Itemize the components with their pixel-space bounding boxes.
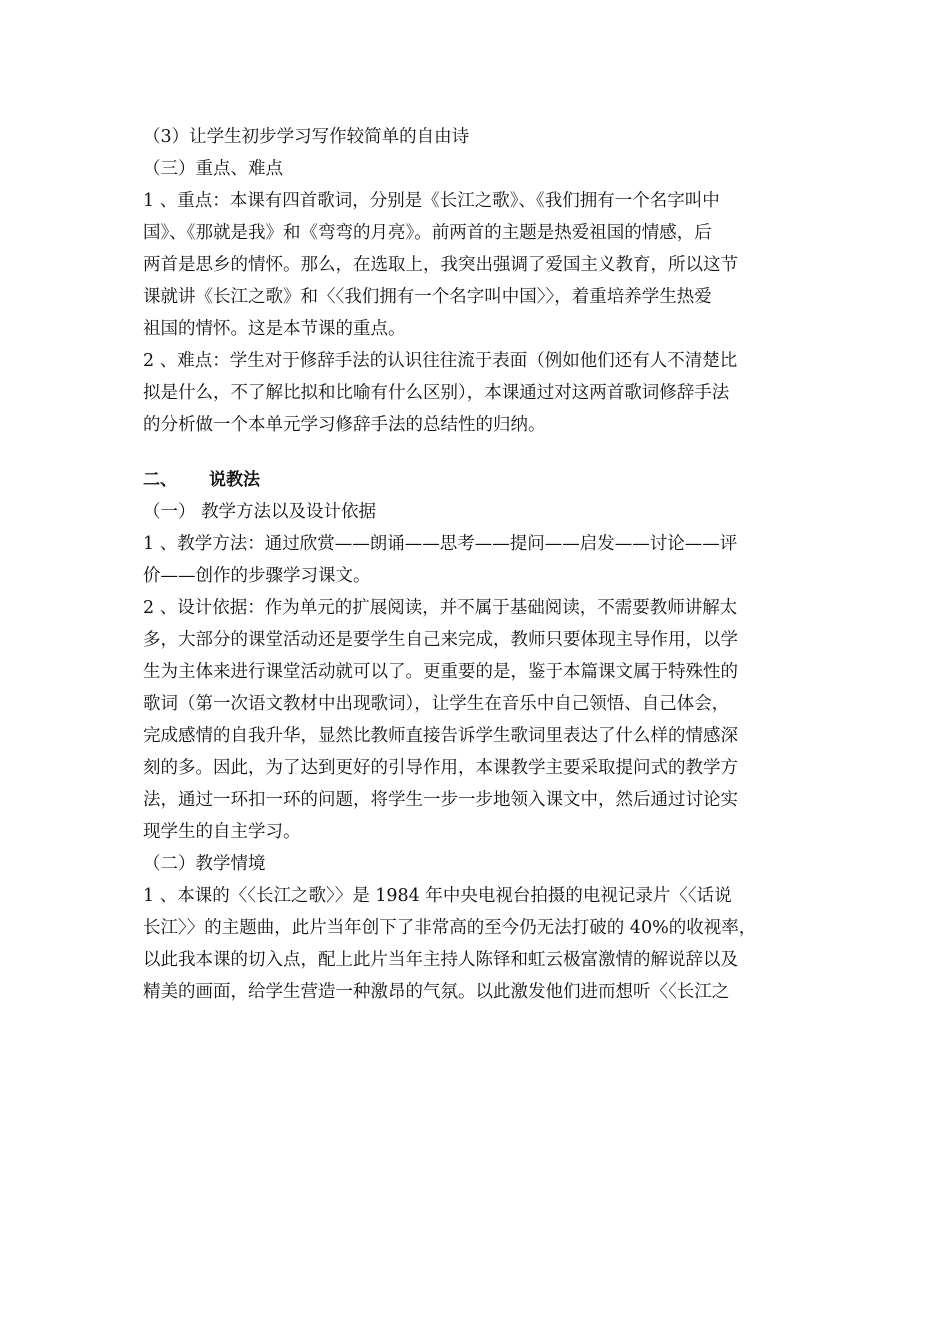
text-line: 价——创作的步骤学习课文。 [143,566,371,586]
text-line: 两首是思乡的情怀。那么，在选取上，我突出强调了爱国主义教育，所以这节 [143,255,738,275]
text-line: 1 、重点：本课有四首歌词，分别是《长江之歌》、《我们拥有一个名字叫中 [143,191,720,211]
text-line: 现学生的自主学习。 [143,822,301,842]
objective-item-3: （3）让学生初步学习写作较简单的自由诗 [143,127,470,147]
text-line: 精美的画面，给学生营造一种激昂的气氛。以此激发他们进而想听〈〈长江之 [143,982,730,1002]
section-heading-teaching-method [143,464,813,496]
text-line: 祖国的情怀。这是本节课的重点。 [143,319,406,339]
text-line: 法，通过一环扣一环的问题，将学生一步一步地领入课文中，然后通过讨论实 [143,790,738,810]
paragraph-design-basis [143,592,813,848]
section-title: 说教法 [209,470,260,490]
paragraph-method [143,528,813,592]
section-number: 二、 [143,470,177,490]
text-line: 2 、难点：学生对于修辞手法的认识往往流于表面（例如他们还有人不清楚比 [143,351,738,371]
subheading-teaching-context: （二）教学情境 [143,854,266,874]
text-line: 以此我本课的切入点，配上此片当年主持人陈铎和虹云极富激情的解说辞以及 [143,950,738,970]
paragraph-context [143,880,813,1008]
text-line: 长江〉〉的主题曲，此片当年创下了非常高的至今仍无法打破的 40%的收视率， [143,918,757,938]
paragraph-focus [143,185,813,345]
text-line: 1 、本课的〈〈长江之歌〉〉是 1984 年中央电视台拍摄的电视记录片〈〈话说 [143,886,732,906]
subheading-method-basis: （一） 教学方法以及设计依据 [143,502,377,522]
paragraph-difficulty [143,345,813,441]
text-line: 拟是什么，不了解比拟和比喻有什么区别），本课通过对这两首歌词修辞手法 [143,383,730,403]
text-line: 国》、《那就是我》和《弯弯的月亮》。前两首的主题是热爱祖国的情感，后 [143,223,712,243]
text-line: 生为主体来进行课堂活动就可以了。更重要的是，鉴于本篇课文属于特殊性的 [143,662,738,682]
text-line: 多，大部分的课堂活动还是要学生自己来完成，教师只要体现主导作用，以学 [143,630,738,650]
text-line: 完成感情的自我升华，显然比教师直接告诉学生歌词里表达了什么样的情感深 [143,726,738,746]
text-line: 课就讲《长江之歌》和〈〈我们拥有一个名字叫中国〉〉，着重培养学生热爱 [143,287,712,307]
text-line: 歌词（第一次语文教材中出现歌词），让学生在音乐中自己领悟、自己体会， [143,694,730,714]
document-body [143,121,813,1008]
text-line: 2 、设计依据：作为单元的扩展阅读，并不属于基础阅读，不需要教师讲解太 [143,598,738,618]
text-line: 刻的多。因此，为了达到更好的引导作用，本课教学主要采取提问式的教学方 [143,758,738,778]
subheading-focus-difficulty: （三）重点、难点 [143,159,283,179]
text-line: 的分析做一个本单元学习修辞手法的总结性的归纳。 [143,415,546,435]
text-line: 1 、教学方法：通过欣赏——朗诵——思考——提问——启发——讨论——评 [143,534,738,554]
